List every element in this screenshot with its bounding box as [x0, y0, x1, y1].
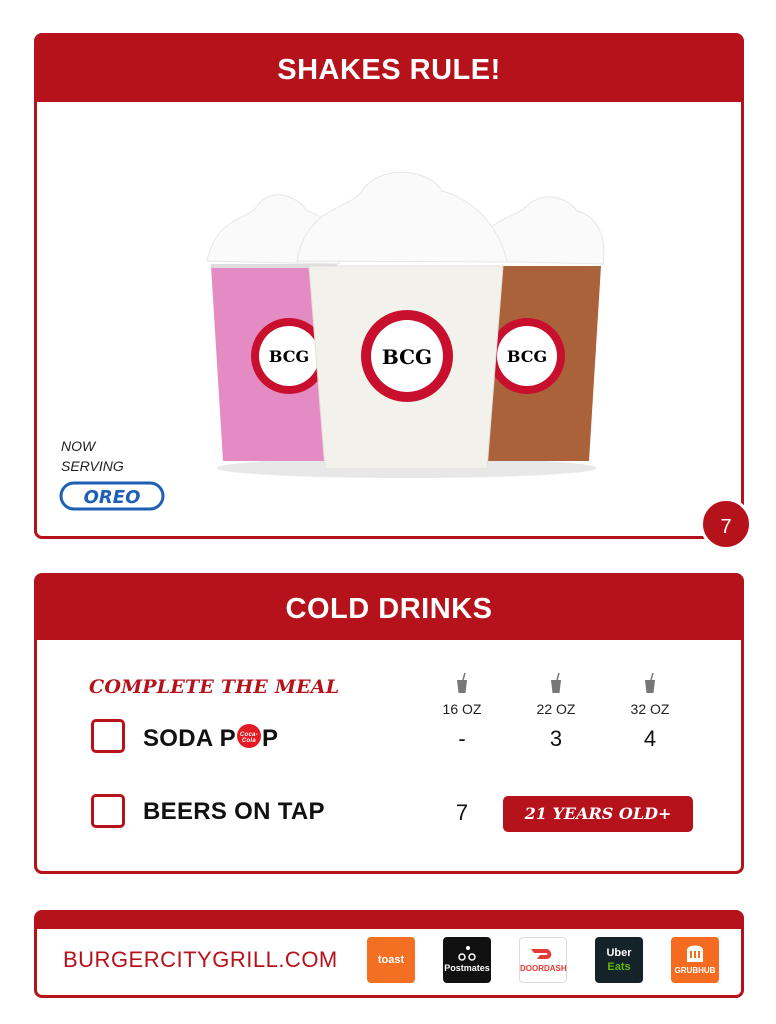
soda-pop-checkbox[interactable]	[91, 719, 125, 753]
coca-cola-icon: Coca-Cola	[237, 724, 261, 748]
cold-drinks-title: COLD DRINKS	[37, 576, 741, 640]
now-text: NOW	[61, 438, 96, 454]
footer-bar	[37, 913, 741, 929]
beer-price: 7	[455, 800, 469, 825]
svg-text:BCG: BCG	[381, 345, 433, 369]
medium-cup-icon	[549, 672, 563, 694]
size-32oz: 32 OZ	[630, 701, 670, 717]
large-cup-icon	[643, 672, 657, 694]
toast-logo[interactable]	[367, 937, 415, 983]
vanilla-shake	[297, 172, 507, 469]
serving-text: SERVING	[61, 458, 124, 474]
soda-price-32oz: 4	[643, 726, 657, 751]
size-22oz: 22 OZ	[536, 701, 576, 717]
footer-panel	[34, 910, 744, 998]
doordash-label: DOORDASH	[520, 964, 567, 973]
soda-price-22oz: 3	[549, 726, 563, 751]
shakes-title: SHAKES RULE!	[37, 36, 741, 102]
toast-label: toast	[377, 954, 405, 966]
small-cup-icon	[455, 672, 469, 694]
postmates-label: Postmates	[444, 963, 490, 973]
svg-text:BCG: BCG	[506, 347, 548, 366]
oreo-logo	[59, 481, 165, 511]
soda-pop-label: SODA P Coca-Cola P	[143, 725, 279, 752]
milkshakes-image	[197, 136, 617, 516]
grubhub-label: GRUBHUB	[674, 966, 716, 975]
beers-on-tap-checkbox[interactable]	[91, 794, 125, 828]
svg-text:OREO: OREO	[83, 487, 141, 508]
uber-label: Uber	[606, 947, 632, 959]
svg-text:BCG: BCG	[268, 347, 310, 366]
complete-the-meal-heading: COMPLETE THE MEAL	[89, 676, 340, 698]
eats-label: Eats	[607, 961, 631, 973]
uber-eats-logo[interactable]	[595, 937, 643, 983]
doordash-logo[interactable]	[519, 937, 567, 983]
size-16oz: 16 OZ	[442, 701, 482, 717]
grubhub-logo[interactable]	[671, 937, 719, 983]
website-link[interactable]: BURGERCITYGRILL.COM	[63, 947, 338, 972]
now-serving-text	[61, 436, 124, 476]
soda-price-16oz: -	[458, 726, 466, 751]
doordash-dash-icon	[530, 946, 556, 962]
grubhub-bag-icon	[684, 942, 706, 964]
age-requirement-badge: 21 YEARS OLD+	[503, 796, 693, 832]
postmates-logo[interactable]	[443, 937, 491, 983]
cold-drinks-panel	[34, 573, 744, 874]
beers-on-tap-label: BEERS ON TAP	[143, 798, 325, 825]
page-number-badge: 7	[700, 498, 752, 550]
courier-icon	[457, 945, 477, 961]
shakes-panel	[34, 33, 744, 539]
